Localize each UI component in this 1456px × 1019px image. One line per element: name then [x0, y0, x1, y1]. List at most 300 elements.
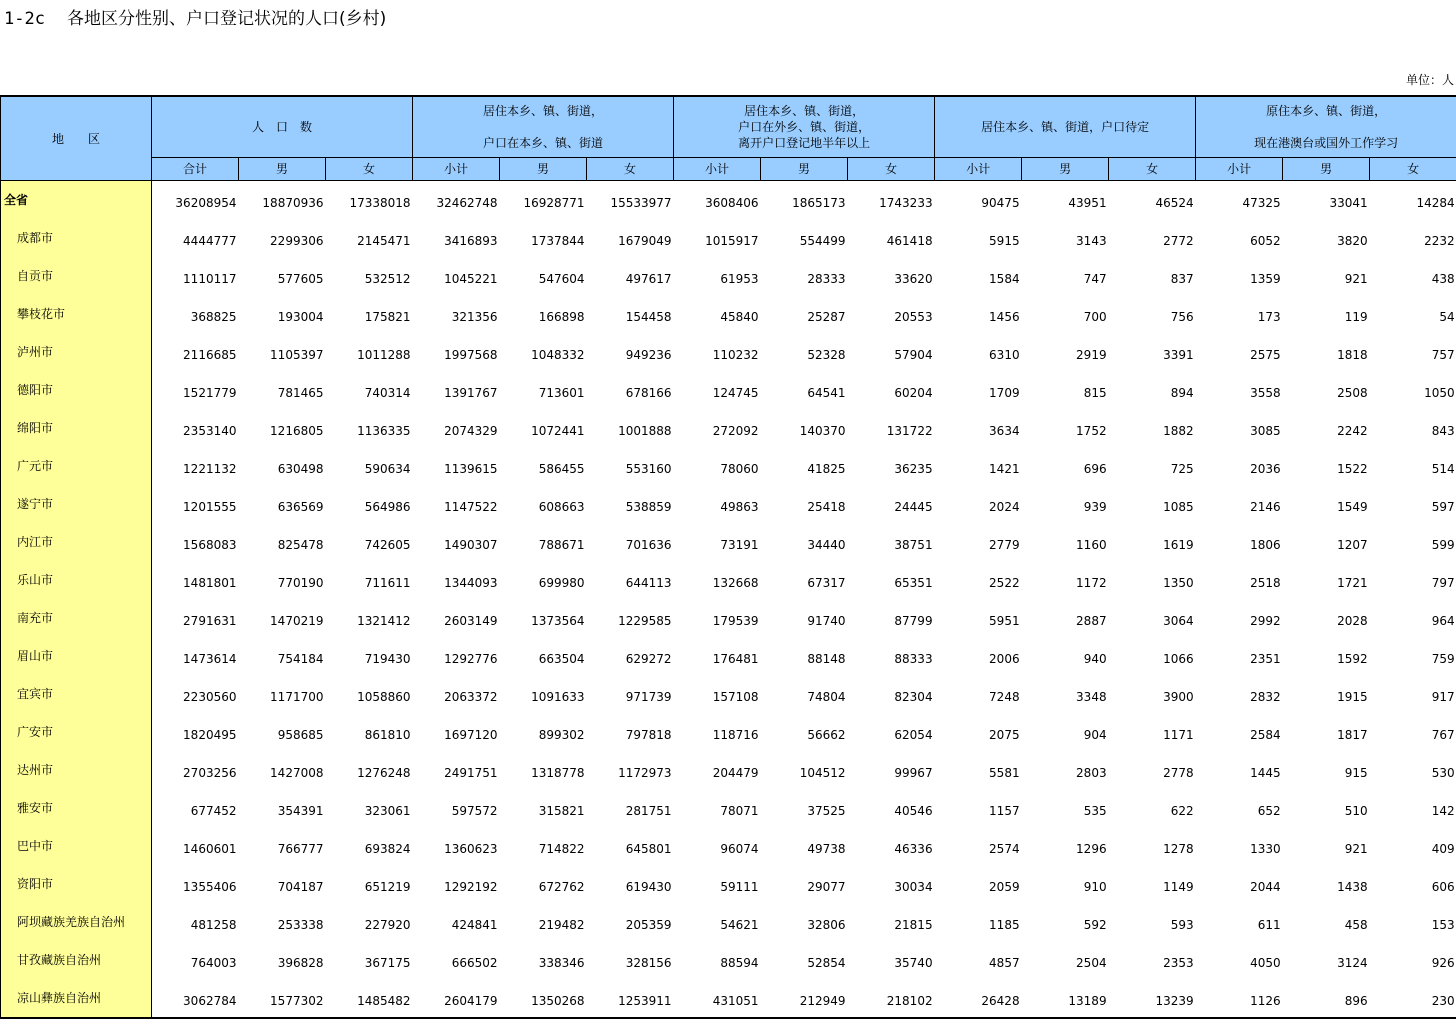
- value-cell: 1330: [1196, 827, 1283, 865]
- value-cell: 1091633: [500, 675, 587, 713]
- value-cell: 1058860: [326, 675, 413, 713]
- table-row: [1, 561, 1456, 599]
- value-cell: 1139615: [413, 447, 500, 485]
- value-cell: 33620: [848, 257, 935, 295]
- value-cell: 1147522: [413, 485, 500, 523]
- value-cell: 921: [1283, 257, 1370, 295]
- table-row: [1, 979, 1456, 1018]
- value-cell: 1157: [935, 789, 1022, 827]
- value-cell: 88594: [674, 941, 761, 979]
- value-cell: 175821: [326, 295, 413, 333]
- value-cell: 538859: [587, 485, 674, 523]
- value-cell: 1743233: [848, 181, 935, 220]
- value-cell: 2074329: [413, 409, 500, 447]
- value-cell: 1011288: [326, 333, 413, 371]
- value-cell: 354391: [239, 789, 326, 827]
- group-header-population: [152, 96, 413, 158]
- value-cell: 767: [1370, 713, 1456, 751]
- value-cell: 54621: [674, 903, 761, 941]
- value-cell: 742605: [326, 523, 413, 561]
- value-cell: 1592: [1283, 637, 1370, 675]
- value-cell: 2063372: [413, 675, 500, 713]
- value-cell: 6310: [935, 333, 1022, 371]
- value-cell: 25418: [761, 485, 848, 523]
- value-cell: 461418: [848, 219, 935, 257]
- value-cell: 1421: [935, 447, 1022, 485]
- value-cell: 119: [1283, 295, 1370, 333]
- value-cell: 1160: [1022, 523, 1109, 561]
- value-cell: 2919: [1022, 333, 1109, 371]
- value-cell: 797: [1370, 561, 1456, 599]
- value-cell: 1456: [935, 295, 1022, 333]
- region-name: 宜宾市: [1, 675, 152, 713]
- value-cell: 2518: [1196, 561, 1283, 599]
- value-cell: 940: [1022, 637, 1109, 675]
- value-cell: 36235: [848, 447, 935, 485]
- value-cell: 2779: [935, 523, 1022, 561]
- value-cell: 253338: [239, 903, 326, 941]
- value-cell: 6052: [1196, 219, 1283, 257]
- value-cell: 47325: [1196, 181, 1283, 220]
- value-cell: 1105397: [239, 333, 326, 371]
- value-cell: 1473614: [152, 637, 239, 675]
- group-header-abroad: [1196, 96, 1456, 158]
- subheader-cell: 小计: [935, 158, 1022, 181]
- value-cell: 5915: [935, 219, 1022, 257]
- table-row: [1, 485, 1456, 523]
- value-cell: 1360623: [413, 827, 500, 865]
- value-cell: 1460601: [152, 827, 239, 865]
- value-cell: 17338018: [326, 181, 413, 220]
- value-cell: 530: [1370, 751, 1456, 789]
- group-header-line: 居住本乡、镇、街道，户口待定: [935, 119, 1195, 135]
- value-cell: 1752: [1022, 409, 1109, 447]
- value-cell: 2116685: [152, 333, 239, 371]
- value-cell: 3085: [1196, 409, 1283, 447]
- table-row: [1, 181, 1456, 220]
- unit-label: 单位：人: [1406, 72, 1454, 88]
- value-cell: 3348: [1022, 675, 1109, 713]
- value-cell: 153: [1370, 903, 1456, 941]
- value-cell: 926: [1370, 941, 1456, 979]
- value-cell: 56662: [761, 713, 848, 751]
- value-cell: 3900: [1109, 675, 1196, 713]
- value-cell: 2036: [1196, 447, 1283, 485]
- group-header-line: 人 口 数: [152, 119, 412, 135]
- table-row: [1, 713, 1456, 751]
- value-cell: 747: [1022, 257, 1109, 295]
- value-cell: 1806: [1196, 523, 1283, 561]
- value-cell: 91740: [761, 599, 848, 637]
- value-cell: 54: [1370, 295, 1456, 333]
- value-cell: 1085: [1109, 485, 1196, 523]
- value-cell: 3062784: [152, 979, 239, 1018]
- region-name: 雅安市: [1, 789, 152, 827]
- value-cell: 1882: [1109, 409, 1196, 447]
- value-cell: 652: [1196, 789, 1283, 827]
- value-cell: 1126: [1196, 979, 1283, 1018]
- value-cell: 3416893: [413, 219, 500, 257]
- region-name: 资阳市: [1, 865, 152, 903]
- region-name: 绵阳市: [1, 409, 152, 447]
- value-cell: 367175: [326, 941, 413, 979]
- value-cell: 431051: [674, 979, 761, 1018]
- value-cell: 338346: [500, 941, 587, 979]
- value-cell: 52328: [761, 333, 848, 371]
- value-cell: 2242: [1283, 409, 1370, 447]
- region-name: 遂宁市: [1, 485, 152, 523]
- value-cell: 704187: [239, 865, 326, 903]
- value-cell: 1149: [1109, 865, 1196, 903]
- value-cell: 1521779: [152, 371, 239, 409]
- value-cell: 218102: [848, 979, 935, 1018]
- value-cell: 861810: [326, 713, 413, 751]
- value-cell: 32806: [761, 903, 848, 941]
- value-cell: 701636: [587, 523, 674, 561]
- value-cell: 7248: [935, 675, 1022, 713]
- value-cell: 118716: [674, 713, 761, 751]
- value-cell: 2075: [935, 713, 1022, 751]
- value-cell: 672762: [500, 865, 587, 903]
- value-cell: 921: [1283, 827, 1370, 865]
- value-cell: 29077: [761, 865, 848, 903]
- value-cell: 2028: [1283, 599, 1370, 637]
- value-cell: 1373564: [500, 599, 587, 637]
- table-row: [1, 751, 1456, 789]
- value-cell: 2024: [935, 485, 1022, 523]
- value-cell: 843: [1370, 409, 1456, 447]
- value-cell: 678166: [587, 371, 674, 409]
- value-cell: 1865173: [761, 181, 848, 220]
- group-header-line: 现在港澳台或国外工作学习: [1196, 135, 1456, 151]
- value-cell: 14284: [1370, 181, 1456, 220]
- value-cell: 87799: [848, 599, 935, 637]
- value-cell: 1229585: [587, 599, 674, 637]
- value-cell: 82304: [848, 675, 935, 713]
- value-cell: 1490307: [413, 523, 500, 561]
- value-cell: 1445: [1196, 751, 1283, 789]
- value-cell: 1350: [1109, 561, 1196, 599]
- group-header-away-registered: [674, 96, 935, 158]
- table-row: [1, 827, 1456, 865]
- value-cell: 219482: [500, 903, 587, 941]
- subheader-cell: 男: [761, 158, 848, 181]
- value-cell: 88148: [761, 637, 848, 675]
- value-cell: 142: [1370, 789, 1456, 827]
- value-cell: 227920: [326, 903, 413, 941]
- value-cell: 41825: [761, 447, 848, 485]
- value-cell: 586455: [500, 447, 587, 485]
- value-cell: 1278: [1109, 827, 1196, 865]
- value-cell: 1276248: [326, 751, 413, 789]
- value-cell: 166898: [500, 295, 587, 333]
- value-cell: 409: [1370, 827, 1456, 865]
- value-cell: 5951: [935, 599, 1022, 637]
- value-cell: 1438: [1283, 865, 1370, 903]
- value-cell: 272092: [674, 409, 761, 447]
- group-header-line: 户口在本乡、镇、街道: [413, 135, 673, 151]
- value-cell: 74804: [761, 675, 848, 713]
- value-cell: 1522: [1283, 447, 1370, 485]
- value-cell: 1066: [1109, 637, 1196, 675]
- value-cell: 45840: [674, 295, 761, 333]
- table-title: 各地区分性别、户口登记状况的人口(乡村): [67, 9, 386, 29]
- value-cell: 1679049: [587, 219, 674, 257]
- value-cell: 13239: [1109, 979, 1196, 1018]
- value-cell: 917: [1370, 675, 1456, 713]
- value-cell: 3124: [1283, 941, 1370, 979]
- group-header-line: 居住本乡、镇、街道，: [674, 103, 934, 119]
- value-cell: 510: [1283, 789, 1370, 827]
- value-cell: 73191: [674, 523, 761, 561]
- subheader-cell: 女: [848, 158, 935, 181]
- value-cell: 894: [1109, 371, 1196, 409]
- value-cell: 597572: [413, 789, 500, 827]
- value-cell: 630498: [239, 447, 326, 485]
- header-row: [1, 96, 1456, 158]
- value-cell: 2772: [1109, 219, 1196, 257]
- value-cell: 1697120: [413, 713, 500, 751]
- value-cell: 532512: [326, 257, 413, 295]
- subheader-cell: 男: [239, 158, 326, 181]
- value-cell: 1171: [1109, 713, 1196, 751]
- value-cell: 2575: [1196, 333, 1283, 371]
- table-row: [1, 295, 1456, 333]
- value-cell: 1485482: [326, 979, 413, 1018]
- value-cell: 205359: [587, 903, 674, 941]
- value-cell: 788671: [500, 523, 587, 561]
- value-cell: 1171700: [239, 675, 326, 713]
- value-cell: 2791631: [152, 599, 239, 637]
- value-cell: 554499: [761, 219, 848, 257]
- value-cell: 96074: [674, 827, 761, 865]
- value-cell: 193004: [239, 295, 326, 333]
- subheader-cell: 合计: [152, 158, 239, 181]
- value-cell: 2584: [1196, 713, 1283, 751]
- value-cell: 43951: [1022, 181, 1109, 220]
- value-cell: 1172973: [587, 751, 674, 789]
- value-cell: 2522: [935, 561, 1022, 599]
- value-cell: 28333: [761, 257, 848, 295]
- value-cell: 37525: [761, 789, 848, 827]
- value-cell: 2508: [1283, 371, 1370, 409]
- value-cell: 315821: [500, 789, 587, 827]
- value-cell: 797818: [587, 713, 674, 751]
- value-cell: 2351: [1196, 637, 1283, 675]
- value-cell: 2603149: [413, 599, 500, 637]
- population-table: [0, 95, 1456, 1019]
- value-cell: 46524: [1109, 181, 1196, 220]
- value-cell: 1296: [1022, 827, 1109, 865]
- value-cell: 1619: [1109, 523, 1196, 561]
- value-cell: 915: [1283, 751, 1370, 789]
- region-name: 眉山市: [1, 637, 152, 675]
- value-cell: 2491751: [413, 751, 500, 789]
- value-cell: 52854: [761, 941, 848, 979]
- value-cell: 90475: [935, 181, 1022, 220]
- value-cell: 1427008: [239, 751, 326, 789]
- value-cell: 2778: [1109, 751, 1196, 789]
- region-name: 南充市: [1, 599, 152, 637]
- table-row: [1, 675, 1456, 713]
- table-row: [1, 599, 1456, 637]
- region-name: 攀枝花市: [1, 295, 152, 333]
- value-cell: 35740: [848, 941, 935, 979]
- value-cell: 230: [1370, 979, 1456, 1018]
- value-cell: 179539: [674, 599, 761, 637]
- region-header: 地 区: [1, 96, 152, 181]
- value-cell: 770190: [239, 561, 326, 599]
- value-cell: 606: [1370, 865, 1456, 903]
- region-name: 广安市: [1, 713, 152, 751]
- value-cell: 564986: [326, 485, 413, 523]
- region-name: 内江市: [1, 523, 152, 561]
- value-cell: 1817: [1283, 713, 1370, 751]
- value-cell: 176481: [674, 637, 761, 675]
- value-cell: 4857: [935, 941, 1022, 979]
- value-cell: 1709: [935, 371, 1022, 409]
- value-cell: 2059: [935, 865, 1022, 903]
- table-row: [1, 941, 1456, 979]
- value-cell: 26428: [935, 979, 1022, 1018]
- value-cell: 910: [1022, 865, 1109, 903]
- value-cell: 204479: [674, 751, 761, 789]
- value-cell: 1253911: [587, 979, 674, 1018]
- table-row: [1, 257, 1456, 295]
- value-cell: 458: [1283, 903, 1370, 941]
- value-cell: 896: [1283, 979, 1370, 1018]
- subheader-cell: 男: [500, 158, 587, 181]
- table-row: [1, 865, 1456, 903]
- value-cell: 1568083: [152, 523, 239, 561]
- value-cell: 547604: [500, 257, 587, 295]
- value-cell: 60204: [848, 371, 935, 409]
- table-row: [1, 523, 1456, 561]
- group-header-line: 居住本乡、镇、街道，: [413, 103, 673, 119]
- value-cell: 1818: [1283, 333, 1370, 371]
- value-cell: 33041: [1283, 181, 1370, 220]
- value-cell: 608663: [500, 485, 587, 523]
- value-cell: 2299306: [239, 219, 326, 257]
- value-cell: 3558: [1196, 371, 1283, 409]
- value-cell: 2230560: [152, 675, 239, 713]
- value-cell: 593: [1109, 903, 1196, 941]
- group-header-line: 原住本乡、镇、街道，: [1196, 103, 1456, 119]
- value-cell: 30034: [848, 865, 935, 903]
- value-cell: 696: [1022, 447, 1109, 485]
- value-cell: 4050: [1196, 941, 1283, 979]
- value-cell: 1549: [1283, 485, 1370, 523]
- value-cell: 754184: [239, 637, 326, 675]
- table-row: [1, 409, 1456, 447]
- value-cell: 1221132: [152, 447, 239, 485]
- value-cell: 3143: [1022, 219, 1109, 257]
- value-cell: 34440: [761, 523, 848, 561]
- value-cell: 3820: [1283, 219, 1370, 257]
- value-cell: 99967: [848, 751, 935, 789]
- value-cell: 67317: [761, 561, 848, 599]
- value-cell: 2604179: [413, 979, 500, 1018]
- value-cell: 1201555: [152, 485, 239, 523]
- table-row: [1, 903, 1456, 941]
- group-header-pending-registration: [935, 96, 1196, 158]
- value-cell: 497617: [587, 257, 674, 295]
- value-cell: 1045221: [413, 257, 500, 295]
- value-cell: 700: [1022, 295, 1109, 333]
- value-cell: 2803: [1022, 751, 1109, 789]
- table-row: [1, 637, 1456, 675]
- region-name: 泸州市: [1, 333, 152, 371]
- region-name: 甘孜藏族自治州: [1, 941, 152, 979]
- value-cell: 2353: [1109, 941, 1196, 979]
- value-cell: 1015917: [674, 219, 761, 257]
- subheader-cell: 男: [1283, 158, 1370, 181]
- value-cell: 597: [1370, 485, 1456, 523]
- value-cell: 1584: [935, 257, 1022, 295]
- value-cell: 281751: [587, 789, 674, 827]
- value-cell: 59111: [674, 865, 761, 903]
- value-cell: 2006: [935, 637, 1022, 675]
- region-name: 广元市: [1, 447, 152, 485]
- region-name: 全省: [1, 181, 152, 220]
- value-cell: 781465: [239, 371, 326, 409]
- value-cell: 1110117: [152, 257, 239, 295]
- value-cell: 173: [1196, 295, 1283, 333]
- value-cell: 62054: [848, 713, 935, 751]
- value-cell: 1915: [1283, 675, 1370, 713]
- value-cell: 15533977: [587, 181, 674, 220]
- page-title: [4, 6, 386, 32]
- subheader-cell: 男: [1022, 158, 1109, 181]
- value-cell: 611: [1196, 903, 1283, 941]
- value-cell: 24445: [848, 485, 935, 523]
- value-cell: 1737844: [500, 219, 587, 257]
- value-cell: 939: [1022, 485, 1109, 523]
- value-cell: 619430: [587, 865, 674, 903]
- value-cell: 2703256: [152, 751, 239, 789]
- value-cell: 899302: [500, 713, 587, 751]
- value-cell: 124745: [674, 371, 761, 409]
- value-cell: 651219: [326, 865, 413, 903]
- value-cell: 590634: [326, 447, 413, 485]
- value-cell: 157108: [674, 675, 761, 713]
- value-cell: 3391: [1109, 333, 1196, 371]
- value-cell: 40546: [848, 789, 935, 827]
- value-cell: 1172: [1022, 561, 1109, 599]
- value-cell: 759: [1370, 637, 1456, 675]
- value-cell: 949236: [587, 333, 674, 371]
- value-cell: 65351: [848, 561, 935, 599]
- value-cell: 766777: [239, 827, 326, 865]
- subheader-cell: 小计: [413, 158, 500, 181]
- value-cell: 837: [1109, 257, 1196, 295]
- value-cell: 1355406: [152, 865, 239, 903]
- value-cell: 3634: [935, 409, 1022, 447]
- value-cell: 1292192: [413, 865, 500, 903]
- value-cell: 481258: [152, 903, 239, 941]
- value-cell: 38751: [848, 523, 935, 561]
- group-header-line: 离开户口登记地半年以上: [674, 135, 934, 151]
- table-row: [1, 789, 1456, 827]
- subheader-row: [1, 158, 1456, 181]
- table-row: [1, 219, 1456, 257]
- value-cell: 321356: [413, 295, 500, 333]
- value-cell: 132668: [674, 561, 761, 599]
- subheader-cell: 小计: [674, 158, 761, 181]
- subheader-cell: 女: [1370, 158, 1456, 181]
- region-name: 阿坝藏族羌族自治州: [1, 903, 152, 941]
- value-cell: 110232: [674, 333, 761, 371]
